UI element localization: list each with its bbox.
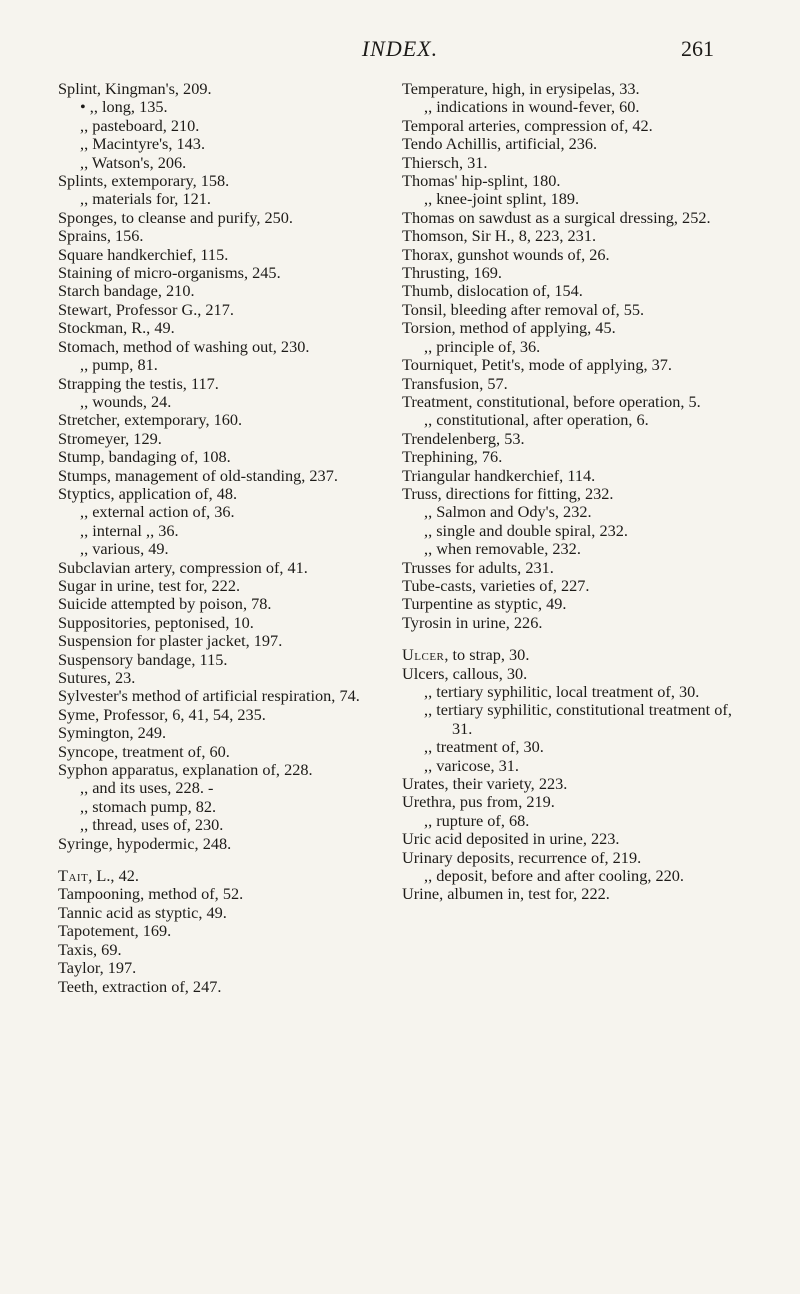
index-subentry: • ,, long, 135. [80,97,168,117]
index-entry: Stump, bandaging of, 108. [58,447,231,467]
section-gap [58,853,398,867]
index-entry: Square handkerchief, 115. [58,244,229,264]
index-section-first-entry [58,867,398,885]
index-entry: Urinary deposits, recurrence of, 219. [402,847,642,867]
index-entry: Stockman, R., 49. [58,318,175,338]
index-entry: Trendelenberg, 53. [402,428,525,448]
index-entry: Urine, albumen in, test for, 222. [402,884,610,904]
index-entry: Stomach, method of washing out, 230. [58,336,310,356]
index-column-right [402,80,747,904]
index-subentry: ,, and its uses, 228. - [80,778,214,798]
index-subentry: ,, wounds, 24. [80,391,172,411]
index-entry: Truss, directions for fitting, 232. [402,483,614,503]
index-entry: Splint, Kingman's, 209. [58,79,212,98]
index-entry: Subclavian artery, compression of, 41. [58,557,308,577]
index-entry: Tube-casts, varieties of, 227. [402,575,590,595]
index-entry: Syringe, hypodermic, 248. [58,833,232,853]
index-entry: Suspension for plaster jacket, 197. [58,631,283,651]
index-entry: Thiersch, 31. [402,152,488,172]
index-entry: Thomas' hip-splint, 180. [402,171,561,191]
index-entry: Sutures, 23. [58,668,136,687]
index-entry: Thomson, Sir H., 8, 223, 231. [402,226,597,246]
index-entry: Thumb, dislocation of, 154. [402,281,583,301]
index-entry: Taxis, 69. [58,939,122,959]
index-entry: Syphon apparatus, explanation of, 228. [58,760,313,780]
index-subentry: ,, rupture of, 68. [424,810,530,830]
index-entry: Stumps, management of old-standing, 237. [58,465,338,485]
index-entry: Treatment, constitutional, before operation, 5. [402,391,701,411]
index-subentry: ,, indications in wound-fever, 60. [424,97,640,117]
index-entry: Tonsil, bleeding after removal of, 55. [402,299,645,319]
index-subentry: ,, single and double spiral, 232. [424,520,628,540]
index-subentry: ,, Watson's, 206. [80,152,187,172]
index-entry: Temporal arteries, compression of, 42. [402,115,653,135]
index-entry: Sugar in urine, test for, 222. [58,575,241,595]
index-subentry: ,, varicose, 31. [424,755,519,775]
index-subentry: ,, constitutional, after operation, 6. [424,410,649,430]
index-subentry: ,, pasteboard, 210. [80,115,200,135]
index-subentry: ,, internal ,, 36. [80,520,179,540]
index-subentry: ,, principle of, 36. [424,336,541,356]
index-entry: Teeth, extraction of, 247. [58,976,222,996]
index-entry: Sprains, 156. [58,226,144,246]
index-entry: Staining of micro-organisms, 245. [58,263,281,283]
entry-lead-word: Ulcer [402,645,445,665]
index-subentry: ,, external action of, 36. [80,502,235,522]
index-entry: Turpentine as styptic, 49. [402,594,567,614]
index-subentry: ,, tertiary syphilitic, constitutional treatment of, 31. [424,700,732,738]
index-subentry: ,, thread, uses of, 230. [80,815,224,835]
page-number: 261 [681,36,714,61]
index-entry: Ulcers, callous, 30. [402,663,528,683]
index-entry: Trephining, 76. [402,447,503,467]
entry-lead-word: Tait [58,866,89,886]
index-entry: Trusses for adults, 231. [402,557,554,577]
index-entry: Thorax, gunshot wounds of, 26. [402,244,610,264]
index-entry: Tyrosin in urine, 226. [402,612,543,632]
index-entry: Starch bandage, 210. [58,281,195,301]
index-entry: Sponges, to cleanse and purify, 250. [58,207,293,227]
index-entry: Symington, 249. [58,723,167,743]
index-subentry: ,, materials for, 121. [80,189,211,209]
index-entry: Sylvester's method of artificial respiration, 74. [58,686,360,706]
index-entry: Urethra, pus from, 219. [402,792,555,812]
index-subentry: ,, treatment of, 30. [424,737,544,757]
index-entry: Thomas on sawdust as a surgical dressing, 252. [402,207,711,227]
page-title: INDEX. [361,36,439,61]
index-entry: Triangular handkerchief, 114. [402,465,596,485]
index-entry: Suicide attempted by poison, 78. [58,594,272,614]
index-entry: Stewart, Professor G., 217. [58,299,234,319]
index-subentry: ,, deposit, before and after cooling, 220. [424,866,684,886]
index-entry: Stretcher, extemporary, 160. [58,410,243,430]
index-subentry: ,, Macintyre's, 143. [80,134,206,154]
index-entry: Tendo Achillis, artificial, 236. [402,134,598,154]
index-entry: Uric acid deposited in urine, 223. [402,829,620,849]
index-subentry: ,, knee-joint splint, 189. [424,189,580,209]
index-subentry: ,, tertiary syphilitic, local treatment of, 30. [424,682,700,701]
index-column-left [58,80,398,996]
index-entry: Tampooning, method of, 52. [58,884,244,904]
index-entry: Syme, Professor, 6, 41, 54, 235. [58,704,266,724]
section-gap [402,632,747,646]
index-section-first-entry [402,646,747,664]
index-entry: Tapotement, 169. [58,921,172,941]
index-entry: Stromeyer, 129. [58,428,162,448]
index-entry: Styptics, application of, 48. [58,483,238,503]
index-subentry: ,, pump, 81. [80,355,158,375]
index-entry: Taylor, 197. [58,958,137,978]
index-entry: Temperature, high, in erysipelas, 33. [402,79,640,98]
index-entry: Urates, their variety, 223. [402,774,568,794]
index-entry: Suppositories, peptonised, 10. [58,612,254,632]
page-header [0,36,800,72]
index-entry: Suspensory bandage, 115. [58,649,228,669]
index-entry: Thrusting, 169. [402,263,502,283]
entry-text: , to strap, 30. [444,645,530,665]
index-entry: Torsion, method of applying, 45. [402,318,616,338]
index-entry: Strapping the testis, 117. [58,373,219,393]
index-subentry: ,, Salmon and Ody's, 232. [424,502,592,522]
entry-text: , L., 42. [88,866,139,886]
index-entry: Syncope, treatment of, 60. [58,741,230,761]
index-subentry: ,, when removable, 232. [424,539,581,559]
index-entry: Transfusion, 57. [402,373,508,393]
index-entry: Splints, extemporary, 158. [58,171,230,191]
index-entry: Tannic acid as styptic, 49. [58,902,227,922]
index-subentry: ,, various, 49. [80,539,169,559]
index-subentry: ,, stomach pump, 82. [80,796,217,816]
index-entry: Tourniquet, Petit's, mode of applying, 37. [402,355,672,375]
